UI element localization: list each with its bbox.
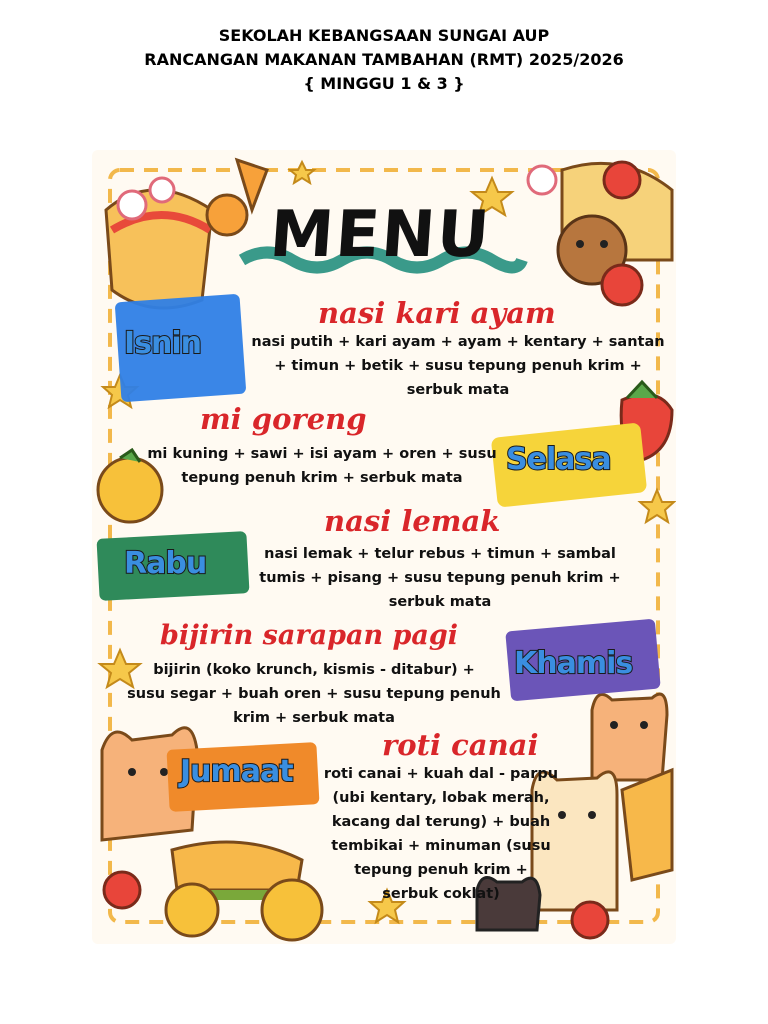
desc-line: serbuk mata xyxy=(406,382,510,398)
cake-bear-illustration xyxy=(528,162,672,305)
desc-line: nasi lemak + telur rebus + timun + sambal xyxy=(264,546,616,562)
desc-line: susu segar + buah oren + susu tepung penuh xyxy=(127,686,501,702)
desc-line: bijirin (koko krunch, kismis - ditabur) + xyxy=(153,662,475,678)
desc-line: tumis + pisang + susu tepung penuh krim + xyxy=(259,570,621,586)
desc-line: serbuk mata xyxy=(388,594,492,610)
desc-isnin xyxy=(250,330,666,402)
sandwich-illustration xyxy=(106,160,267,308)
desc-line: nasi putih + kari ayam + ayam + kentary + santan xyxy=(251,334,665,350)
desc-selasa xyxy=(142,442,502,490)
plan-title: RANCANGAN MAKANAN TAMBAHAN (RMT) 2025/2026 xyxy=(144,50,624,69)
desc-line: kacang dal terung) + buah xyxy=(331,814,551,830)
desc-line: + timun + betik + susu tepung penuh krim + xyxy=(274,358,642,374)
menu-title: MENU xyxy=(267,198,494,272)
day-label-khamis: Khamis xyxy=(514,646,633,681)
desc-khamis xyxy=(118,658,510,730)
day-label-selasa: Selasa xyxy=(506,442,611,477)
desc-line: serbuk coklat) xyxy=(382,886,500,902)
dish-isnin: nasi kari ayam xyxy=(318,296,556,330)
dish-selasa: mi goreng xyxy=(200,402,367,436)
desc-rabu xyxy=(250,542,630,614)
document-header xyxy=(0,24,768,96)
day-label-rabu: Rabu xyxy=(124,546,207,581)
desc-line: roti canai + kuah dal - parpu xyxy=(323,766,559,782)
desc-line: tepung penuh krim + serbuk mata xyxy=(181,470,463,486)
dish-khamis: bijirin sarapan pagi xyxy=(160,620,459,651)
desc-line: (ubi kentary, lobak merah, xyxy=(332,790,550,806)
desc-jumaat xyxy=(318,762,564,906)
day-label-jumaat: Jumaat xyxy=(180,754,293,789)
week-label: { MINGGU 1 & 3 } xyxy=(303,74,465,93)
school-name: SEKOLAH KEBANGSAAN SUNGAI AUP xyxy=(218,26,550,45)
dish-jumaat: roti canai xyxy=(382,728,539,762)
dish-rabu: nasi lemak xyxy=(324,504,501,538)
day-label-isnin: Isnin xyxy=(124,326,202,361)
desc-line: tepung penuh krim + xyxy=(354,862,528,878)
desc-line: tembikai + minuman (susu xyxy=(331,838,551,854)
desc-line: mi kuning + sawi + isi ayam + oren + susu xyxy=(147,446,497,462)
desc-line: krim + serbuk mata xyxy=(233,710,395,726)
